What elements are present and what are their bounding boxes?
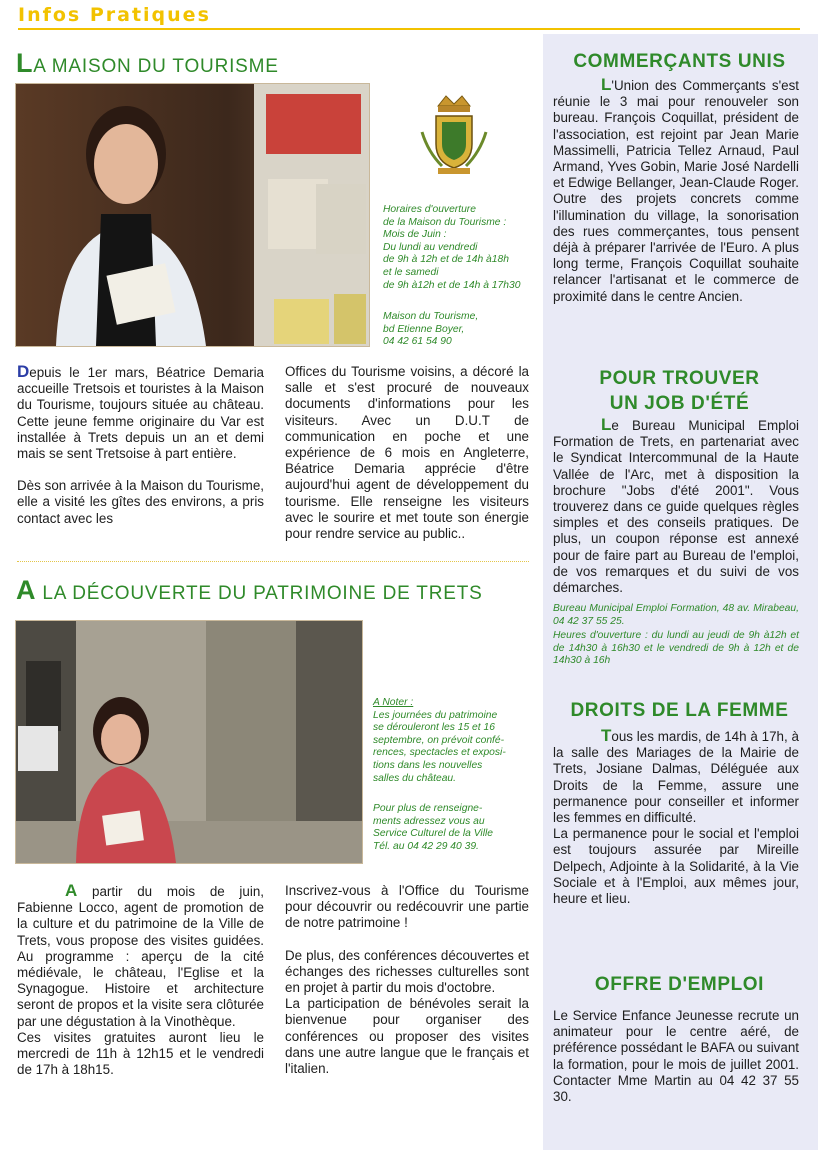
job-hours-caption: Heures d'ouverture : du lundi au jeudi de 9h à12h et de 14h30 à 16h30 et le vendredi de 9h à 12h et de 14h30 à 16h [553, 630, 799, 667]
trets-coat-of-arms-icon [416, 92, 492, 180]
commercants-paragraph: 'Union des Commerçants s'est réunie le 3 mai pour renouveler son bureau. François Coquillat, président de l'association, est rejoint par Jean Marie Massimelli, Patricia Tellez Arnaud, Paul Armand, Yves Gobin, Marie José Nardelli et Edwige Bellanger, Jean-Claude Roger. Outre des projets concrets comme l'illumination du village, la sonorisation des rues commerçantes, tous pensent déjà à préparer l'arrivée de l'Euro. A plus long terme, François Coquillat souhaite relancer l'artisanat et le commerce de proximité dans le centre Ancien. [553, 78, 799, 304]
maison-title-initial: L [16, 48, 34, 78]
caption-line: salles du château. [373, 772, 457, 784]
femme-paragraph-2: La permanence pour le social et l'emploi est toujours assurée par Mireille Delpech, Adjointe à la Solidarité, à la Vie Sociale et à l'Emploi, aux mêmes jour, heure et lieu. [553, 826, 799, 907]
maison-title-text: A MAISON DU TOURISME [33, 56, 279, 77]
patrimoine-column-1 [17, 883, 264, 1078]
caption-line: de 9h à12h et de 14h à 17h30 [383, 279, 521, 291]
patrimoine-photo [15, 620, 363, 864]
emploi-title: OFFRE D'EMPLOI [594, 974, 765, 995]
caption-line: Service Culturel de la Ville [373, 828, 493, 840]
job-address-caption: Bureau Municipal Emploi Formation, 48 av. Mirabeau, 04 42 37 55 25. [553, 603, 799, 627]
emploi-text [553, 1008, 799, 1105]
patrimoine-paragraph-3: Inscrivez-vous à l'Office du Tourisme pour découvrir ou redécouvrir une partie de notre patrimoine ! [285, 883, 529, 931]
section-divider [17, 561, 529, 562]
patrimoine-paragraph-1: partir du mois de juin, Fabienne Locco, agent de promotion de la culture et du patrimoine de la Ville de Trets, vous propose des visites guidées. Au programme : aperçu de la cité médiévale, le château, l'Eglise et la Synagogue. Histoire et architecture seront de propos et la visite sera clôturée par une dégustation à la Vinothèque. [17, 884, 264, 1029]
femme-title: DROITS DE LA FEMME [570, 700, 789, 721]
patrimoine-paragraph-2: Ces visites gratuites auront lieu le mercredi de 11h à 12h15 et le vendredi de 17h à 18h15. [17, 1029, 264, 1078]
caption-line: et le samedi [383, 266, 439, 278]
maison-address-caption [383, 311, 538, 349]
caption-line: se dérouleront les 15 et 16 [373, 722, 495, 734]
caption-line: Pour plus de renseigne- [373, 803, 483, 814]
maison-paragraph-3: Offices du Tourisme voisins, a décoré la salle et s'est procuré de nouveaux documents d'informations pour les visiteurs. Avec un D.U.T de communication en poche et une expérience de 6 mois en Angleterre, Béatrice Demaria apprécie d'être aujourd'hui agent de développement du tourisme. Elle renseigne les visiteurs avec le sourire et met toute son énergie pour rendre service au public.. [285, 364, 529, 542]
maison-photo [15, 83, 370, 347]
caption-line: de la Maison du Tourisme : [383, 216, 507, 228]
caption-line: Les journées du patrimoine [373, 709, 498, 721]
job-title-line-2: UN JOB D'ÉTÉ [609, 393, 750, 414]
commercants-title: COMMERÇANTS UNIS [573, 51, 786, 72]
job-paragraph: e Bureau Municipal Emploi Formation de Trets, en partenariat avec le Syndicat Intercommunal de la Haute Vallée de l'Arc, met à disposition la brochure "Jobs d'été 2001". Vous trouverez dans ce guide quelques règles simples et des conseils pratiques. De plus, un coupon réponse est annexé pour de faire part au Bureau de l'emploi, de vos remarques et du suivi de vos démarches. [553, 418, 799, 596]
drop-initial: L [601, 415, 612, 434]
maison-paragraph-2: Dès son arrivée à la Maison du Tourisme, elle a visité les gîtes des environs, a pris contact avec les [17, 478, 264, 526]
photo-woman-with-brochure [16, 84, 369, 346]
caption-line: Mois de Juin : [383, 229, 447, 241]
drop-initial: L [601, 75, 612, 94]
caption-line: septembre, on prévoit confé- [373, 734, 505, 746]
patrimoine-paragraph-5: La participation de bénévoles serait la bienvenue pour organiser des conférences ou proposer des visites dans une autre langue que le français et l'italien. [285, 996, 529, 1077]
drop-initial: D [17, 362, 30, 381]
maison-paragraph-1: epuis le 1er mars, Béatrice Demaria accueille Tretsois et touristes à la Maison du Tourisme, toujours située au château. Cette jeune femme originaire du Var est installée à Trets depuis un an et demi mais se sent Tretsoise à part entière. [17, 365, 264, 462]
caption-line: bd Etienne Boyer, [383, 323, 465, 335]
patrimoine-note-caption [373, 697, 523, 785]
caption-line: rences, spectacles et exposi- [373, 747, 506, 759]
note-title: A Noter : [373, 697, 414, 708]
job-title-line-1: POUR TROUVER [599, 368, 760, 389]
commercants-text [553, 77, 799, 305]
drop-initial: A [65, 881, 78, 900]
patrimoine-info-caption [373, 803, 523, 853]
section-header: Infos Pratiques [18, 4, 211, 26]
caption-line: Du lundi au vendredi [383, 241, 478, 253]
caption-line: de 9h à 12h et de 14h à18h [383, 254, 509, 266]
caption-line: ments adressez vous au [373, 815, 485, 827]
patrimoine-paragraph-4: De plus, des conférences découvertes et échanges des richesses culturelles sont en projet à partir du mois d'octobre. [285, 947, 529, 996]
job-title [547, 366, 812, 416]
maison-column-2 [285, 364, 529, 542]
photo-woman-in-old-street [16, 621, 362, 863]
patrimoine-column-2 [285, 883, 529, 1077]
patrimoine-title-text: LA DÉCOUVERTE DU PATRIMOINE DE TRETS [36, 583, 483, 604]
caption-line: Horaires d'ouverture [383, 204, 476, 215]
caption-line: tions dans les nouvelles [373, 759, 483, 771]
caption-line: 04 42 61 54 90 [383, 336, 452, 348]
femme-paragraph-1: ous les mardis, de 14h à 17h, à la salle des Mariages de la Mairie de Trets, Josiane Dalmas, Déléguée aux Droits de la Femme, assure une permanence pour conseiller et informer les femmes en difficulté. [553, 729, 799, 826]
caption-line: Maison du Tourisme, [383, 311, 479, 322]
drop-initial: T [601, 726, 612, 745]
emploi-paragraph: Le Service Enfance Jeunesse recrute un animateur pour le centre aéré, de préférence possédant le BAFA ou suivant la formation, pour le mois de juillet 2001. Contacter Mme Martin au 04 42 37 55 30. [553, 1008, 799, 1105]
maison-column-1 [17, 364, 264, 527]
caption-line: Tél. au 04 42 29 40 39. [373, 840, 479, 852]
header-rule [18, 28, 800, 30]
patrimoine-title [16, 575, 483, 606]
maison-hours-caption [383, 204, 538, 292]
patrimoine-title-initial: A [16, 575, 37, 605]
maison-title [16, 48, 279, 79]
femme-text [553, 728, 799, 907]
job-text [553, 417, 799, 596]
